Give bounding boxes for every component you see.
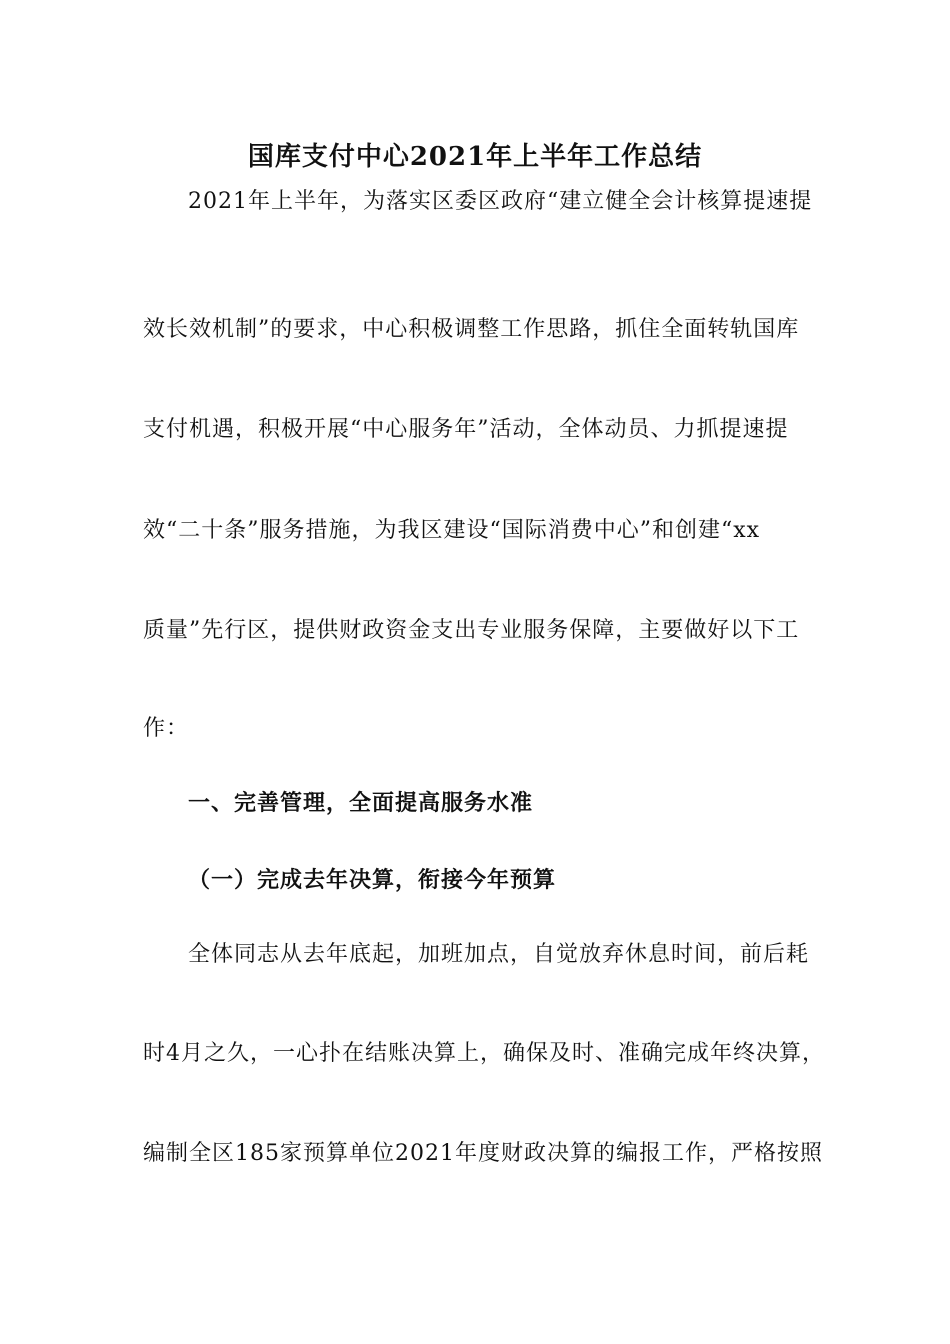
paragraph-line: 质量”先行区，提供财政资金支出专业服务保障，主要做好以下工	[143, 618, 800, 643]
paragraph-line: 支付机遇，积极开展“中心服务年”活动，全体动员、力抓提速提	[143, 417, 789, 442]
paragraph-line: 时4月之久，一心扑在结账决算上，确保及时、准确完成年终决算，	[143, 1041, 825, 1066]
paragraph-line: 2021年上半年，为落实区委区政府“建立健全会计核算提速提	[188, 189, 813, 214]
section-heading: 一、完善管理，全面提高服务水准	[188, 790, 534, 816]
paragraph-line: 全体同志从去年底起，加班加点，自觉放弃休息时间，前后耗	[188, 942, 810, 967]
subsection-heading: （一）完成去年决算，衔接今年预算	[188, 867, 557, 893]
paragraph-line: 编制全区185家预算单位2021年度财政决算的编报工作，严格按照	[143, 1141, 823, 1166]
paragraph-line: 效长效机制”的要求，中心积极调整工作思路，抓住全面转轨国库	[143, 317, 800, 342]
paragraph-line: 作：	[143, 716, 190, 741]
document-title: 国库支付中心2021年上半年工作总结	[247, 142, 703, 172]
paragraph-line: 效“二十条”服务措施，为我区建设“国际消费中心”和创建“xx	[143, 518, 761, 543]
